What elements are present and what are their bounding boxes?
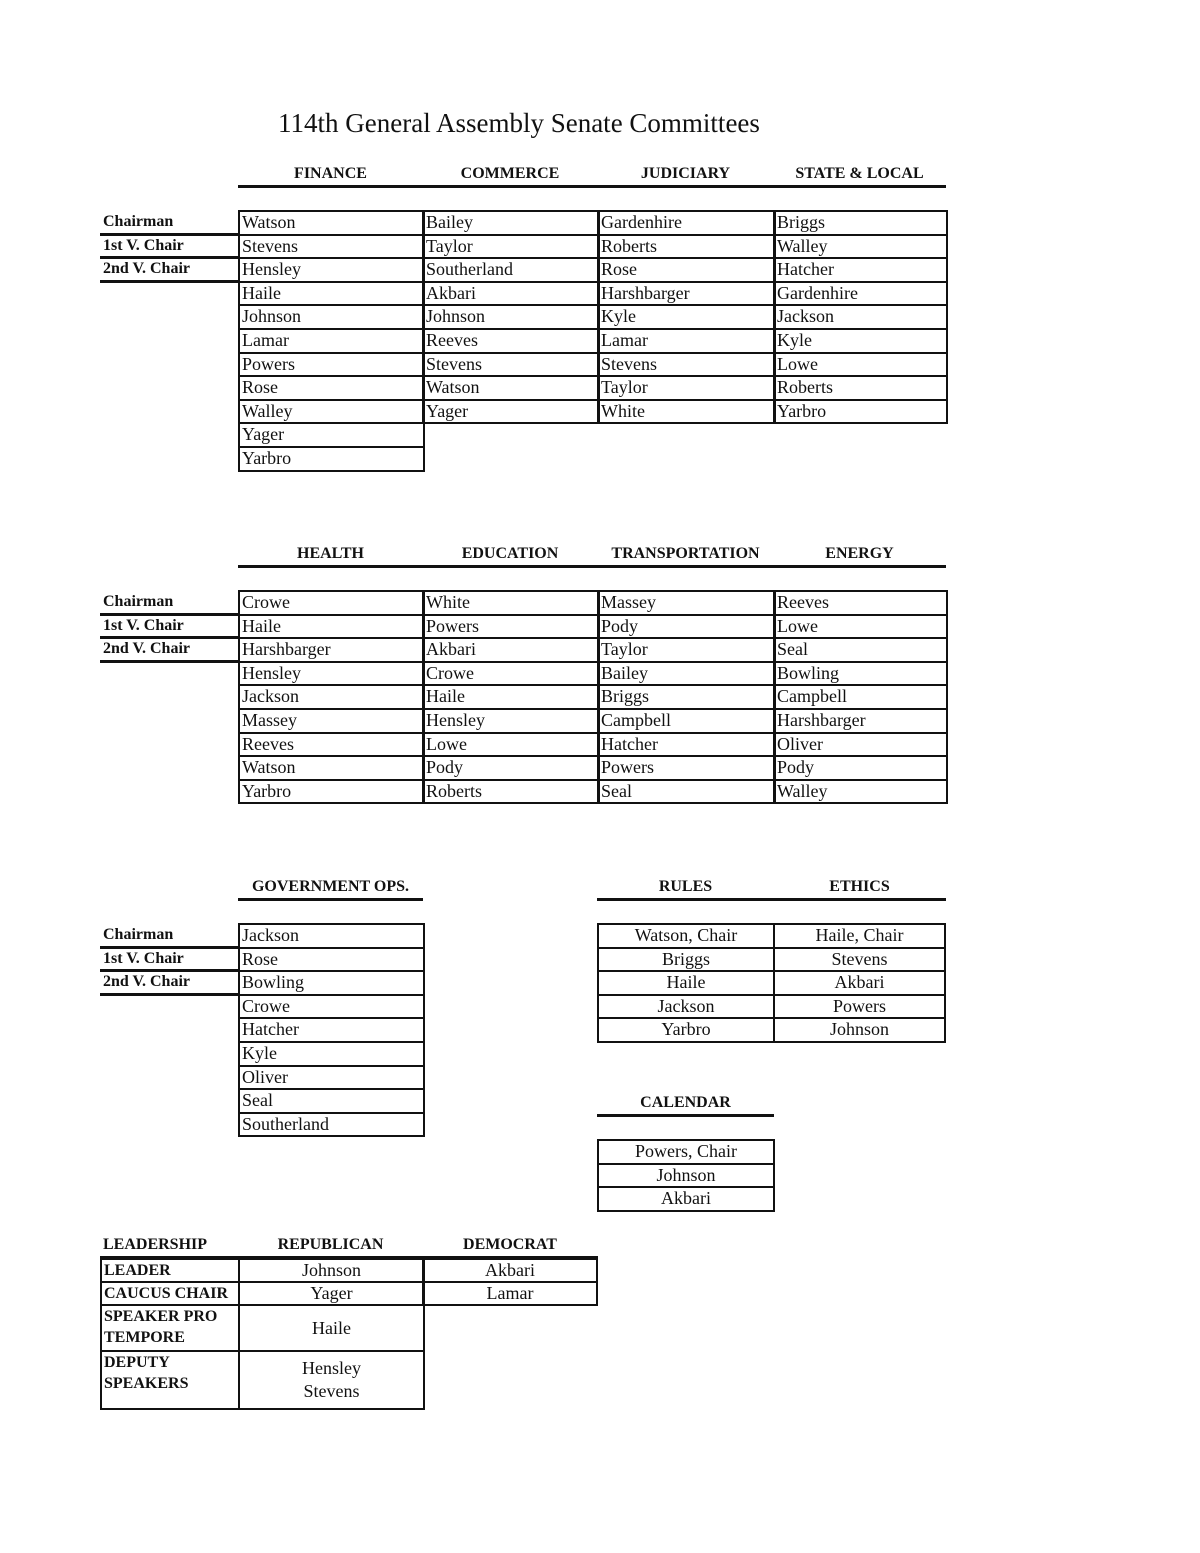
committee-member: Jackson — [597, 994, 775, 1020]
committee-header: TRANSPORTATION — [611, 545, 760, 562]
committee-member: Johnson — [238, 304, 425, 330]
committee-member: Watson, Chair — [597, 923, 775, 949]
committee-member: Hensley — [238, 257, 425, 283]
committee-member: Taylor — [597, 375, 776, 401]
committee-member: Yarbro — [773, 399, 948, 425]
republican-name: Haile — [312, 1317, 351, 1338]
republican-name: Stevens — [303, 1381, 360, 1401]
header-rule — [597, 898, 946, 901]
committee-member: Seal — [597, 779, 776, 805]
header-rule — [597, 1114, 774, 1117]
committee-member: Lowe — [773, 352, 948, 378]
committee-member: Crowe — [238, 994, 425, 1020]
committee-member: Haile — [422, 684, 600, 710]
democrat-member: Akbari — [422, 1258, 598, 1283]
committee-member: Harshbarger — [773, 708, 948, 734]
committee-member: Reeves — [422, 328, 600, 354]
committee-member: Pody — [773, 755, 948, 781]
committee-member: Reeves — [238, 732, 425, 758]
committee-member: Roberts — [597, 234, 776, 260]
committee-member: Bailey — [422, 210, 600, 236]
header-rule — [238, 898, 423, 901]
committee-header: HEALTH — [297, 545, 364, 562]
committee-member: Taylor — [422, 234, 600, 260]
committee-member: Seal — [773, 637, 948, 663]
committee-member: Haile — [238, 614, 425, 640]
committee-member: Hensley — [238, 661, 425, 687]
committee-member: Watson — [238, 210, 425, 236]
committee-member: Rose — [238, 947, 425, 973]
role-label: 1st V. Chair — [100, 615, 238, 640]
republican-header: REPUBLICAN — [277, 1236, 384, 1253]
committee-member: Johnson — [773, 1017, 946, 1043]
committee-member: Stevens — [773, 947, 946, 973]
committee-member: Akbari — [422, 281, 600, 307]
republican-name: Hensley — [302, 1358, 361, 1378]
committee-member: Powers, Chair — [597, 1139, 775, 1165]
committee-member: Kyle — [238, 1041, 425, 1067]
committee-member: White — [597, 399, 776, 425]
committee-member: Hatcher — [238, 1017, 425, 1043]
republican-name: Johnson — [301, 1260, 361, 1280]
leadership-role: CAUCUS CHAIR — [100, 1281, 240, 1306]
committee-header: ETHICS — [829, 878, 890, 895]
committee-member: Yarbro — [238, 446, 425, 472]
committee-member: Rose — [597, 257, 776, 283]
committee-member: Oliver — [773, 732, 948, 758]
committee-member: Pody — [422, 755, 600, 781]
committee-member: Lowe — [422, 732, 600, 758]
committee-member: Haile, Chair — [773, 923, 946, 949]
header-rule — [238, 565, 946, 568]
committee-member: Bailey — [597, 661, 776, 687]
role-label: Chairman — [100, 591, 238, 616]
committee-member: Lowe — [773, 614, 948, 640]
leadership-role: DEPUTY SPEAKERS — [100, 1350, 240, 1410]
republican-member — [238, 1304, 425, 1352]
committee-member: Powers — [238, 352, 425, 378]
committee-member: Akbari — [773, 970, 946, 996]
committee-header: EDUCATION — [461, 545, 559, 562]
committee-member: Seal — [238, 1088, 425, 1114]
committee-member: Roberts — [773, 375, 948, 401]
committee-member: Hensley — [422, 708, 600, 734]
committee-member: Oliver — [238, 1065, 425, 1091]
committee-member: Crowe — [422, 661, 600, 687]
committee-member: Massey — [238, 708, 425, 734]
committee-member: Kyle — [773, 328, 948, 354]
committee-member: Briggs — [597, 947, 775, 973]
committee-member: Campbell — [773, 684, 948, 710]
role-label: Chairman — [100, 211, 238, 236]
committee-member: Watson — [422, 375, 600, 401]
republican-member — [238, 1281, 425, 1306]
committee-header: ENERGY — [825, 545, 894, 562]
role-label: 1st V. Chair — [100, 235, 238, 260]
democrat-header: DEMOCRAT — [463, 1236, 557, 1253]
committee-member: Yager — [422, 399, 600, 425]
committee-member: Lamar — [238, 328, 425, 354]
committee-member: Powers — [773, 994, 946, 1020]
committee-member: Briggs — [597, 684, 776, 710]
committee-member: Hatcher — [597, 732, 776, 758]
committee-member: Harshbarger — [597, 281, 776, 307]
republican-member — [238, 1350, 425, 1410]
committee-member: Haile — [238, 281, 425, 307]
republican-name: Yager — [310, 1283, 353, 1303]
committee-member: Akbari — [597, 1186, 775, 1212]
role-label: 2nd V. Chair — [100, 638, 238, 663]
header-rule — [238, 185, 946, 188]
leadership-role: SPEAKER PRO TEMPORE — [100, 1304, 240, 1352]
committee-member: Taylor — [597, 637, 776, 663]
leadership-role: LEADER — [100, 1258, 240, 1283]
committee-member: Bowling — [238, 970, 425, 996]
role-label: 2nd V. Chair — [100, 971, 238, 996]
committee-header: GOVERNMENT OPS. — [251, 878, 410, 895]
committee-member: Walley — [238, 399, 425, 425]
page-title: 114th General Assembly Senate Committees — [278, 108, 760, 138]
committee-member: Hatcher — [773, 257, 948, 283]
committee-member: Stevens — [238, 234, 425, 260]
role-label: 1st V. Chair — [100, 948, 238, 973]
committee-member: Yager — [238, 422, 425, 448]
committee-header: RULES — [658, 878, 713, 895]
role-label: Chairman — [100, 924, 238, 949]
committee-member: Watson — [238, 755, 425, 781]
committee-member: Stevens — [597, 352, 776, 378]
committee-member: Powers — [422, 614, 600, 640]
committee-member: Jackson — [773, 304, 948, 330]
committee-header: STATE & LOCAL — [795, 165, 924, 182]
committee-member: Kyle — [597, 304, 776, 330]
committee-member: Walley — [773, 234, 948, 260]
committee-member: Bowling — [773, 661, 948, 687]
committee-member: Jackson — [238, 923, 425, 949]
committee-member: Pody — [597, 614, 776, 640]
republican-member — [238, 1258, 425, 1283]
committee-header: JUDICIARY — [640, 165, 731, 182]
democrat-member: Lamar — [422, 1281, 598, 1306]
committee-member: Walley — [773, 779, 948, 805]
committee-member: Gardenhire — [773, 281, 948, 307]
leadership-header: LEADERSHIP — [103, 1236, 208, 1253]
committee-member: Reeves — [773, 590, 948, 616]
committee-member: Briggs — [773, 210, 948, 236]
committee-member: Southerland — [422, 257, 600, 283]
committee-member: Yarbro — [597, 1017, 775, 1043]
committee-member: Haile — [597, 970, 775, 996]
committee-member: Akbari — [422, 637, 600, 663]
committee-member: Harshbarger — [238, 637, 425, 663]
committee-member: Massey — [597, 590, 776, 616]
committee-member: Gardenhire — [597, 210, 776, 236]
role-label: 2nd V. Chair — [100, 258, 238, 283]
committee-member: Johnson — [422, 304, 600, 330]
committee-header: FINANCE — [294, 165, 367, 182]
committee-header: COMMERCE — [460, 165, 560, 182]
committee-member: Southerland — [238, 1112, 425, 1138]
committee-member: Yarbro — [238, 779, 425, 805]
committee-member: Campbell — [597, 708, 776, 734]
committee-header: CALENDAR — [640, 1094, 731, 1111]
committee-member: Rose — [238, 375, 425, 401]
committee-member: Jackson — [238, 684, 425, 710]
committee-member: Stevens — [422, 352, 600, 378]
committee-member: Crowe — [238, 590, 425, 616]
committee-member: Roberts — [422, 779, 600, 805]
committee-member: Johnson — [597, 1163, 775, 1189]
committee-member: Powers — [597, 755, 776, 781]
committee-member: White — [422, 590, 600, 616]
committee-member: Lamar — [597, 328, 776, 354]
